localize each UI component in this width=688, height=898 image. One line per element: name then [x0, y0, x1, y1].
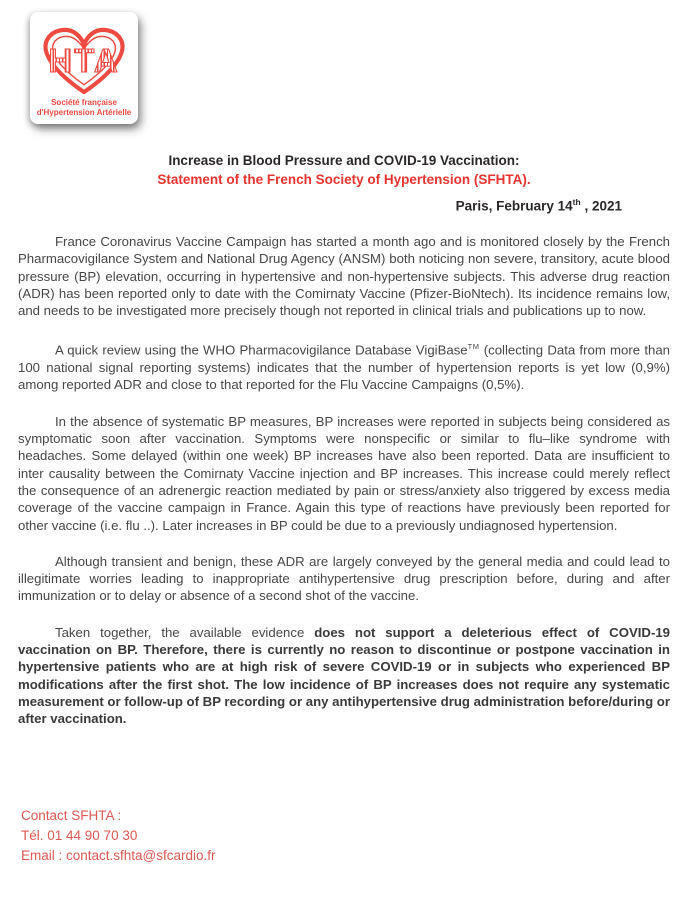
dateline-ordinal: th: [572, 197, 581, 207]
contact-phone: Tél. 01 44 90 70 30: [21, 828, 138, 843]
statement-body: [18, 233, 670, 747]
dateline-city-date: Paris, February 14: [455, 198, 573, 214]
trademark-superscript: TM: [467, 342, 480, 352]
logo-org-line1: Société française: [51, 98, 117, 107]
body-paragraph-1: France Coronavirus Vaccine Campaign has started a month ago and is monitored closely by the French Pharmacovigilance System and National Drug Agency (ANSM) both noticing non severe, transitory, acute blood pressure (BP) elevation, occurring in hypertensive and non-hypertensive subjects. This adverse drug reaction (ADR) has been reported only to date with the Comirnaty Vaccine (Pfizer-BioNtech). Its incidence remains low, and needs to be investigated more precisely though not reported in clinical trials and publications up to now.: [18, 234, 670, 319]
body-paragraph-2: [18, 338, 670, 393]
sfhta-logo-card: [30, 12, 138, 124]
title-line-red: Statement of the French Society of Hypertension (SFHTA).: [157, 172, 531, 187]
body-paragraph-3: In the absence of systematic BP measures, BP increases were reported in subjects being considered as symptomatic soon after vaccination. Symptoms were nonspecific or similar to flu–like syndrome with headaches. Some delayed (within one week) BP increases have also been reported. Data are insufficient to inter causality between the Comirnaty Vaccine injection and BP increases. This increase could merely reflect the consequence of an adrenergic reaction mediated by pain or stress/anxiety also triggered by excess media coverage of the vaccine campaign in France. Again this type of reactions have previously been reported for other vaccine (i.e. flu ..). Later increases in BP could be due to a previously undiagnosed hypertension.: [18, 413, 670, 533]
contact-email: Email : contact.sfhta@sfcardio.fr: [21, 848, 216, 863]
contact-heading: Contact SFHTA :: [21, 808, 122, 823]
dateline-year: , 2021: [580, 198, 622, 214]
paragraph2-text-before-tm: A quick review using the WHO Pharmacovigilance Database VigiBase: [55, 342, 468, 358]
title-line-black: Increase in Blood Pressure and COVID-19 Vaccination:: [168, 153, 520, 168]
logo-org-name: [30, 98, 138, 117]
body-paragraph-5: [18, 624, 670, 728]
logo-acronym: HTA: [30, 42, 138, 80]
paragraph5-bold-conclusion: does not support a deleterious effect of COVID-19 vaccination on BP. Therefore, there is currently no reason to discontinue or postpone vaccination in hypertensive patients who are at high risk of severe COVID-19 or in subjects who experienced BP modifications after the first shot. The low incidence of BP increases does not require any systematic measurement or follow-up of BP recording or any antihypertensive drug administration before/during or after vaccination.: [18, 624, 670, 727]
document-title: [0, 151, 688, 189]
contact-block: [21, 806, 216, 866]
logo-heart-wrap: [30, 16, 138, 98]
paragraph5-lead-text: Taken together, the available evidence: [55, 624, 315, 640]
body-paragraph-4: Although transient and benign, these ADR are largely conveyed by the general media and could lead to illegitimate worries leading to inappropriate antihypertensive drug prescription before, during and after immunization or to delay or absence of a second shot of the vaccine.: [18, 553, 670, 604]
paragraph2-text-after-tm: (collecting Data from more than 100 national signal reporting systems) indicates that the number of hypertension reports is yet low (0,9%) among reported ADR and close to that reported for the Flu Vaccine Campaigns (0,5%).: [18, 342, 670, 393]
dateline: [456, 197, 622, 214]
logo-org-line2: d'Hypertension Artérielle: [36, 107, 132, 117]
